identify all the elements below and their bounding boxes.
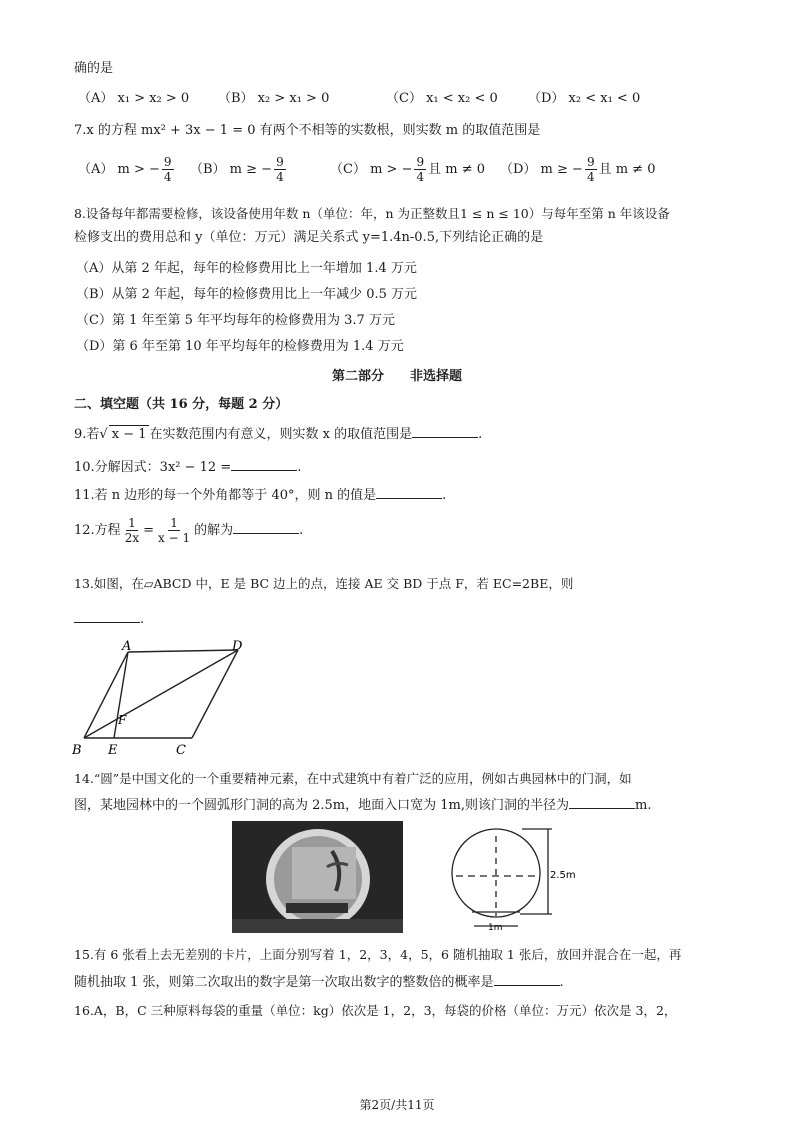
moon-gate-photo-art <box>232 821 403 933</box>
q14-stem-line2 <box>74 796 651 815</box>
q11 <box>74 486 446 505</box>
q12 <box>74 516 303 545</box>
q10-end: . <box>297 460 302 475</box>
vertex-label-a: A <box>122 639 132 654</box>
q12-equals: = <box>143 523 154 538</box>
q7-option-b-label: （B） m ≥ − <box>190 162 273 177</box>
q12-fraction-left <box>123 516 141 545</box>
moon-gate-photo <box>232 821 403 933</box>
q6-option-a: （A） x₁ > x₂ > 0 <box>78 91 190 106</box>
q6-option-b: （B） x₂ > x₁ > 0 <box>218 91 330 106</box>
page-footer: 第2页/共11页 <box>359 1098 435 1112</box>
height-label: 2.5m <box>550 870 576 881</box>
q11-answer-blank[interactable] <box>376 486 442 499</box>
q7-option-b <box>190 155 288 184</box>
q12-answer-blank[interactable] <box>233 521 299 534</box>
q10-answer-blank[interactable] <box>231 458 297 471</box>
part2-title: 第二部分 非选择题 <box>331 369 462 384</box>
q12-post: 的解为 <box>194 523 234 538</box>
q7-option-c-fraction <box>414 155 426 184</box>
q15-stem-line2 <box>74 973 564 992</box>
q14-stem-line1: 14.“圆”是中国文化的一个重要精神元素，在中式建筑中有着广泛的应用，例如古典园林中的门洞，如 <box>74 771 632 786</box>
q7-option-a-fraction <box>162 155 174 184</box>
q13-answer-blank[interactable] <box>74 610 140 623</box>
fraction-denominator: 4 <box>586 170 595 184</box>
vertex-label-b: B <box>72 743 82 756</box>
q15-answer-blank[interactable] <box>494 973 560 986</box>
q8-option-c: （C）第 1 年至第 5 年平均每年的检修费用为 3.7 万元 <box>76 313 395 328</box>
q12-fraction-right <box>156 516 192 545</box>
q9-post: 在实数范围内有意义，则实数 x 的取值范围是 <box>149 427 413 442</box>
q7-option-a-label: （A） m > − <box>78 162 160 177</box>
q15-end: . <box>559 975 564 990</box>
q12-pre: 12.方程 <box>74 523 121 538</box>
fraction-denominator: 2x <box>124 531 140 545</box>
vertex-label-c: C <box>176 743 186 756</box>
q9-answer-blank[interactable] <box>412 425 478 438</box>
q7-option-d-label: （D） m ≥ − <box>500 162 583 177</box>
q7-option-d-fraction <box>585 155 597 184</box>
q10 <box>74 458 301 477</box>
side-ad <box>128 650 238 652</box>
q15-line2-text: 随机抽取 1 张，则第二次取出的数字是第一次取出数字的整数倍的概率是 <box>74 975 494 990</box>
q8-stem-line2: 检修支出的费用总和 y（单位：万元）满足关系式 y=1.4n-0.5,下列结论正确的是 <box>74 230 544 245</box>
q7-option-c <box>330 155 485 184</box>
q14-answer-blank[interactable] <box>569 796 635 809</box>
q7-option-b-fraction <box>274 155 286 184</box>
point-label-f: F <box>118 713 127 727</box>
q7-option-c-label: （C） m > − <box>330 162 413 177</box>
moon-gate-diagram <box>438 818 586 933</box>
fraction-numerator: 9 <box>586 155 595 169</box>
q12-end: . <box>299 523 304 538</box>
parallelogram-figure <box>72 638 262 756</box>
q13-answer-line <box>74 610 144 629</box>
fraction-denominator: 4 <box>276 170 284 184</box>
q8-stem-line1: 8.设备每年都需要检修，该设备使用年数 n（单位：年，n 为正整数且1 ≤ n ≤ 10）与每年至第 n 年该设备 <box>74 206 670 221</box>
q7-option-d <box>500 155 655 184</box>
q9 <box>74 425 482 444</box>
fraction-numerator: 1 <box>170 516 178 530</box>
q9-end: . <box>478 427 483 442</box>
q9-radicand: x − 1 <box>109 425 150 444</box>
q6-option-c: （C） x₁ < x₂ < 0 <box>386 91 498 106</box>
q15-stem-line1: 15.有 6 张看上去无差别的卡片，上面分别写着 1，2，3，4，5，6 随机抽取 1 张后，放回并混合在一起，再 <box>74 947 682 962</box>
q8-option-a: （A）从第 2 年起，每年的检修费用比上一年增加 1.4 万元 <box>76 261 417 276</box>
q8-option-d: （D）第 6 年至第 10 年平均每年的检修费用为 1.4 万元 <box>76 339 404 354</box>
fraction-numerator: 9 <box>416 155 425 169</box>
fraction-denominator: x − 1 <box>158 531 191 545</box>
fraction-denominator: 4 <box>416 170 425 184</box>
q6-option-d: （D） x₂ < x₁ < 0 <box>528 91 641 106</box>
q7-stem: 7.x 的方程 mx² + 3x − 1 = 0 有两个不相等的实数根，则实数 m 的取值范围是 <box>74 123 541 138</box>
section2-title: 二、填空题（共 16 分，每题 2 分） <box>74 397 289 412</box>
q9-pre: 9.若 <box>74 427 100 442</box>
q14-line2-text: 图，某地园林中的一个圆弧形门洞的高为 2.5m，地面入口宽为 1m,则该门洞的半径为 <box>74 798 569 813</box>
sqrt-sign: √ <box>99 427 108 442</box>
fraction-numerator: 9 <box>163 155 172 169</box>
q7-option-d-suffix: 且 m ≠ 0 <box>598 162 656 177</box>
point-label-e: E <box>108 743 118 756</box>
q7-option-c-suffix: 且 m ≠ 0 <box>428 162 485 177</box>
width-label: 1m <box>488 923 503 933</box>
q13-stem: 13.如图，在▱ABCD 中，E 是 BC 边上的点，连接 AE 交 BD 于点 F，若 EC=2BE，则 <box>74 576 574 591</box>
q13-end: . <box>140 612 145 627</box>
fraction-numerator: 9 <box>276 155 284 169</box>
prev-question-tail: 确的是 <box>74 61 114 76</box>
q11-end: . <box>442 488 447 503</box>
fraction-numerator: 1 <box>128 516 136 530</box>
q16-stem-line1: 16.A，B，C 三种原料每袋的重量（单位：kg）依次是 1，2，3，每袋的价格（单位：万元）依次是 3，2， <box>74 1003 677 1018</box>
q10-pre: 10.分解因式：3x² − 12 = <box>74 460 232 475</box>
vertex-label-d: D <box>232 639 243 654</box>
q8-option-b: （B）从第 2 年起，每年的检修费用比上一年减少 0.5 万元 <box>76 287 418 302</box>
fraction-denominator: 4 <box>163 170 172 184</box>
q7-option-a <box>78 155 176 184</box>
q11-pre: 11.若 n 边形的每一个外角都等于 40°，则 n 的值是 <box>74 488 377 503</box>
q14-end: m. <box>635 798 652 813</box>
